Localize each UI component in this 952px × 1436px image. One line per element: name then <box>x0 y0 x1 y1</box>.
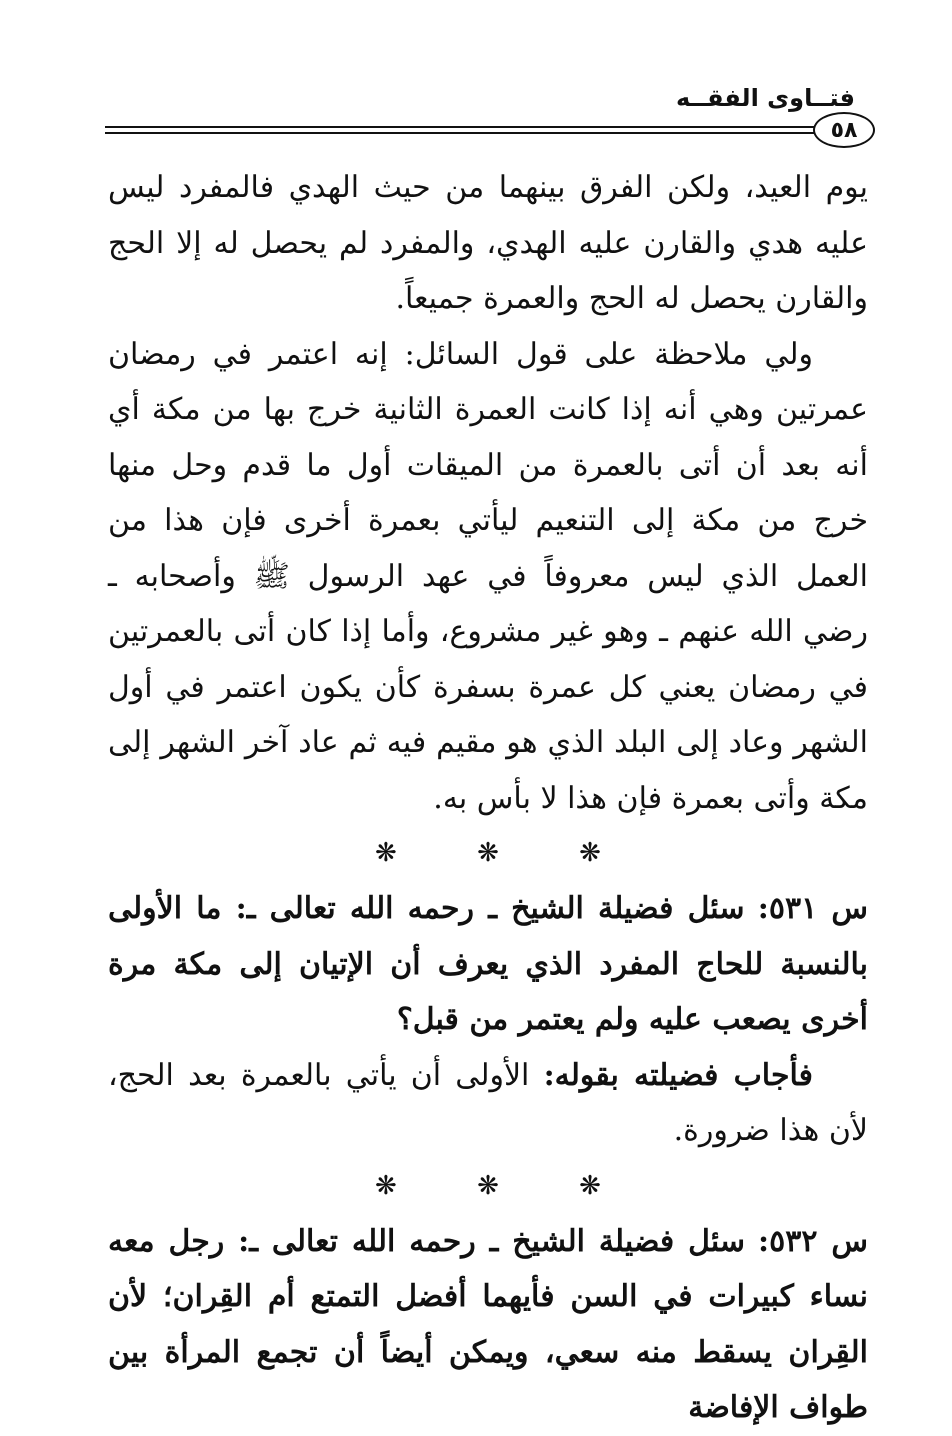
book-title: فتــاوى الفقــه <box>676 84 855 112</box>
question-text: سئل فضيلة الشيخ ـ رحمه الله تعالى ـ: رجل معه نساء كبيرات في السن فأيهما أفضل التمتع أم القِران؛ لأن القِران يسقط منه سعي، ويمكن أيضاً أن تجمع المرأة بين طواف الإفاضة <box>108 1223 868 1425</box>
page-header <box>105 82 875 152</box>
question-531 <box>108 881 868 1048</box>
page-body <box>108 160 868 1436</box>
section-separator: ❋ ❋ ❋ <box>375 838 637 868</box>
paragraph-note: ولي ملاحظة على قول السائل: إنه اعتمر في رمضان عمرتين وهي أنه إذا كانت العمرة الثانية خرج بها من مكة أي أنه بعد أن أتى بالعمرة من الميقات أول ما قدم وحل منها خرج من مكة إلى التنعيم ليأتي بعمرة أخرى فإن هذا من العمل الذي ليس معروفاً في عهد الرسول ﷺ وأصحابه ـ رضي الله عنهم ـ وهو غير مشروع، وأما إذا كان أتى بالعمرتين في رمضان يعني كل عمرة بسفرة كأن يكون اعتمر في أول الشهر وعاد إلى البلد الذي هو مقيم فيه ثم عاد آخر الشهر إلى مكة وأتى بعمرة فإن هذا لا بأس به. <box>108 336 868 816</box>
question-number: س ٥٣١: <box>757 891 868 926</box>
question-text: سئل فضيلة الشيخ ـ رحمه الله تعالى ـ: ما الأولى بالنسبة للحاج المفرد الذي يعرف أن الإتيان إلى مكة مرة أخرى يصعب عليه ولم يعتمر من قبل؟ <box>108 891 868 1037</box>
answer-text: الأولى أن يأتي بالعمرة بعد الحج، لأن هذا ضرورة. <box>108 1057 868 1148</box>
question-number: س ٥٣٢: <box>758 1223 868 1259</box>
answer-lead: فأجاب فضيلته بقوله: <box>543 1057 813 1093</box>
page-number: ٥٨ <box>813 112 875 148</box>
header-rule-top <box>105 126 815 128</box>
paragraph-continuation: يوم العيد، ولكن الفرق بينهما من حيث الهدي فالمفرد ليس عليه هدي والقارن عليه الهدي، والمفرد لم يحصل له إلا الحج والقارن يحصل له الحج والعمرة جميعاً. <box>108 170 868 316</box>
section-separator: ❋ ❋ ❋ <box>375 1170 637 1201</box>
header-rule-bottom <box>105 132 815 134</box>
question-532 <box>108 1214 868 1436</box>
answer-531 <box>108 1048 868 1159</box>
